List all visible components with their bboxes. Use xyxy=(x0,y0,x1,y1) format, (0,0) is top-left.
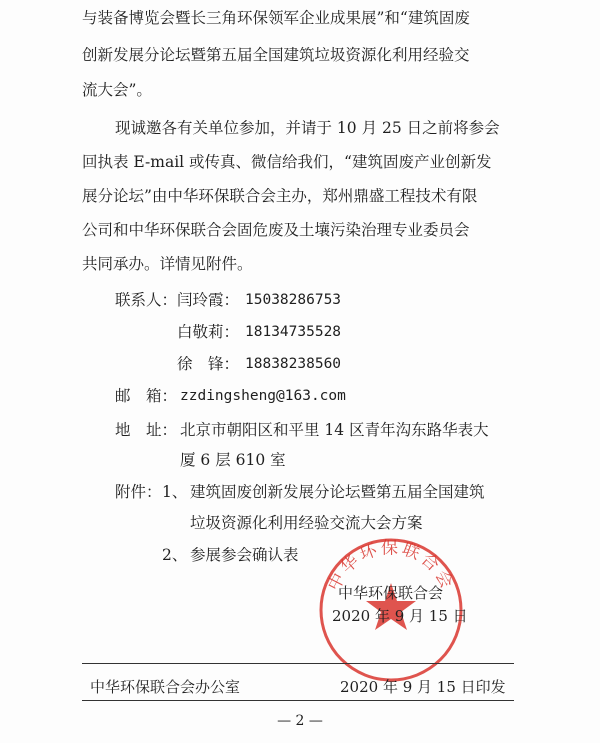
intro-line-2: 创新发展分论坛暨第五届全国建筑垃圾资源化利用经验交 xyxy=(82,46,470,64)
contact-name-3: 徐 锋： xyxy=(177,355,240,373)
address-label: 地 址： xyxy=(115,421,178,439)
address-line-1: 北京市朝阳区和平里 14 区青年沟东路华表大 xyxy=(180,421,489,439)
invite-line-1: 现诚邀各有关单位参加，并请于 10 月 25 日之前将参会 xyxy=(115,119,500,137)
page-number: — 2 — xyxy=(277,713,323,729)
attachment-2-num: 2、 xyxy=(162,546,188,564)
invite-line-4: 公司和中华环保联合会固危废及土壤污染治理专业委员会 xyxy=(82,221,470,239)
email-label: 邮 箱： xyxy=(115,387,178,405)
contacts-label: 联系人： xyxy=(115,291,178,309)
contact-phone-2: 18134735528 xyxy=(245,324,342,340)
footer-divider-top xyxy=(82,663,514,664)
issuer-org: 中华环保联合会 xyxy=(338,584,444,602)
attachments-label: 附件： xyxy=(115,483,162,501)
contact-phone-1: 15038286753 xyxy=(245,292,342,308)
intro-line-3: 流大会”。 xyxy=(82,81,152,99)
intro-line-1: 与装备博览会暨长三角环保领军企业成果展”和“建筑固废 xyxy=(82,9,470,27)
attachment-1-line-2: 垃圾资源化利用经验交流大会方案 xyxy=(190,514,423,532)
footer-office: 中华环保联合会办公室 xyxy=(90,678,241,696)
issuer-date: 2020 年 9 月 15 日 xyxy=(332,607,468,625)
invite-line-3: 展分论坛”由中华环保联合会主办，郑州鼎盛工程技术有限 xyxy=(82,187,478,205)
footer-print-date: 2020 年 9 月 15 日印发 xyxy=(340,678,506,696)
contact-phone-3: 18838238560 xyxy=(245,356,342,372)
attachment-1-line-1: 建筑固废创新发展分论坛暨第五届全国建筑 xyxy=(190,483,485,501)
email-value[interactable]: zzdingsheng@163.com xyxy=(180,388,346,404)
address-line-2: 厦 6 层 610 室 xyxy=(180,451,286,469)
invite-line-5: 共同承办。详情见附件。 xyxy=(82,255,253,273)
footer-divider-bottom xyxy=(82,700,514,701)
attachment-1-num: 1、 xyxy=(162,483,188,501)
contact-name-1: 闫玲霞： xyxy=(177,291,240,309)
seal-text: 中华环保联合会 xyxy=(324,538,458,595)
attachment-2-line-1: 参展参会确认表 xyxy=(190,546,299,564)
contact-name-2: 白敬莉： xyxy=(177,323,240,341)
invite-line-2: 回执表 E-mail 或传真、微信给我们，“建筑固废产业创新发 xyxy=(82,153,492,171)
